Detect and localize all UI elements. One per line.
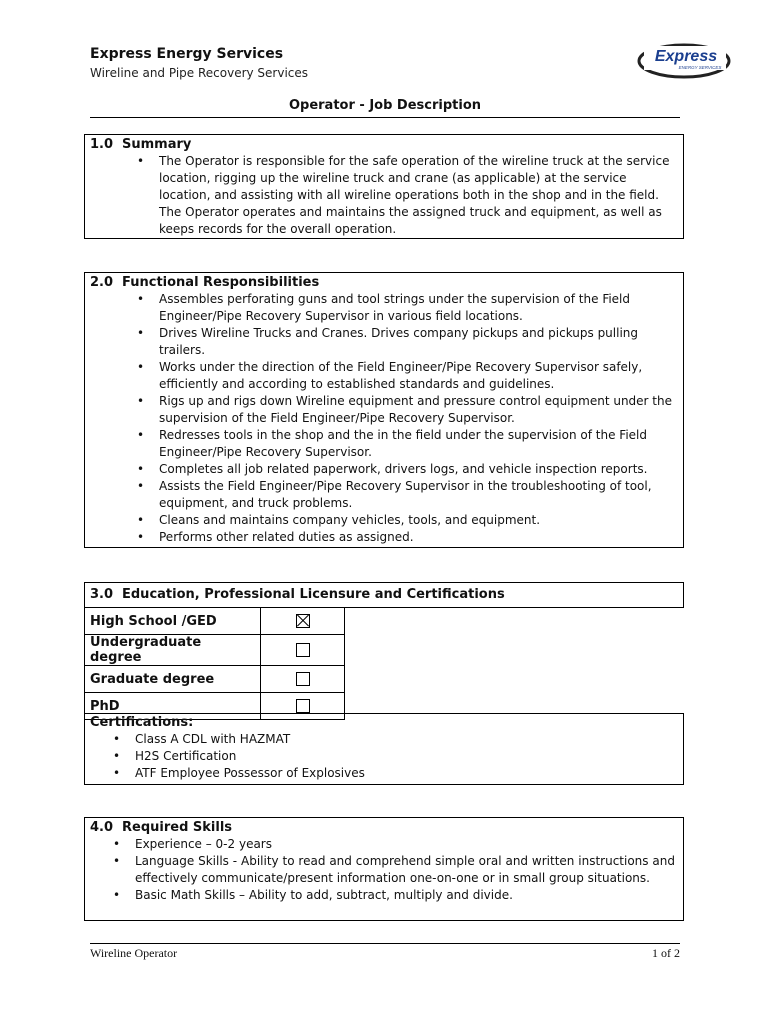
certifications-heading: Certifications:: [90, 715, 194, 730]
logo-text: Express: [654, 48, 718, 65]
list-item: • H2S Certification: [113, 749, 237, 763]
section-title: Required Skills: [122, 820, 233, 835]
express-logo: [636, 40, 732, 80]
list-item: • ATF Employee Possessor of Explosives: [113, 766, 365, 780]
division-name: Wireline and Pipe Recovery Services: [90, 66, 309, 80]
bullet-icon: •: [137, 513, 145, 527]
section-number: 1.0: [90, 137, 114, 152]
functional-list: [85, 291, 683, 546]
bullet-icon: •: [137, 360, 145, 374]
degree-label: Undergraduate degree: [85, 635, 261, 666]
footer-rule: [90, 943, 680, 944]
functional-responsibilities-section: [84, 272, 684, 548]
page-number: 1 of 2: [652, 946, 680, 960]
table-row: [85, 666, 345, 693]
list-item: • Works under the direction of the Field Engineer/Pipe Recovery Supervisor safely, efficiently and according to established standards and guidelines.: [137, 360, 643, 391]
section-title: Education, Professional Licensure and Certifications: [122, 587, 505, 602]
bullet-icon: •: [113, 888, 121, 902]
bullet-icon: •: [137, 530, 145, 544]
bullet-icon: •: [113, 732, 121, 746]
list-item: • Completes all job related paperwork, drivers logs, and vehicle inspection reports.: [137, 462, 648, 476]
section-title: Functional Responsibilities: [122, 275, 320, 290]
bullet-icon: •: [113, 854, 121, 868]
degree-checkbox-cell[interactable]: [261, 608, 345, 635]
summary-list: [85, 153, 683, 238]
checkbox-icon[interactable]: [296, 672, 310, 686]
certifications-list: [85, 731, 683, 782]
degree-checkbox-cell[interactable]: [261, 635, 345, 666]
footer-title: Wireline Operator: [90, 946, 178, 960]
education-heading: [85, 583, 683, 603]
list-item: • Experience – 0-2 years: [113, 837, 272, 851]
list-item: • Cleans and maintains company vehicles, tools, and equipment.: [137, 513, 541, 527]
degree-label: Graduate degree: [85, 666, 261, 693]
list-item: • Rigs up and rigs down Wireline equipment and pressure control equipment under the supervision of the Field Engineer/Pipe Recovery Supervisor.: [137, 394, 672, 425]
bullet-icon: •: [137, 479, 145, 493]
summary-section: [84, 134, 684, 239]
table-row: [85, 608, 345, 635]
company-name: Express Energy Services: [90, 46, 284, 62]
list-item: • Assists the Field Engineer/Pipe Recovery Supervisor in the troubleshooting of tool, equipment, and truck problems.: [137, 479, 652, 510]
education-table: [84, 607, 345, 720]
certifications-section: [84, 713, 684, 785]
table-row: [85, 635, 345, 666]
list-item: • Language Skills - Ability to read and comprehend simple oral and written instructions and effectively communicate/present information one-on-one or in small group situations.: [113, 854, 675, 885]
degree-checkbox-cell[interactable]: [261, 666, 345, 693]
logo-subtext: ENERGY SERVICES: [678, 65, 722, 70]
bullet-icon: •: [137, 428, 145, 442]
list-item: • Assembles perforating guns and tool strings under the supervision of the Field Engineer/Pipe Recovery Supervisor in various field locations.: [137, 292, 631, 323]
required-skills-section: [84, 817, 684, 921]
list-item: • Basic Math Skills – Ability to add, subtract, multiply and divide.: [113, 888, 513, 902]
bullet-icon: •: [137, 462, 145, 476]
document-title: Operator - Job Description: [288, 98, 482, 113]
functional-heading: [85, 273, 683, 291]
education-section: [84, 582, 684, 608]
skills-list: [85, 836, 683, 904]
bullet-icon: •: [113, 766, 121, 780]
section-number: 2.0: [90, 275, 114, 290]
summary-heading: [85, 135, 683, 153]
checkbox-icon[interactable]: [296, 699, 310, 713]
checked-box-icon[interactable]: [296, 614, 310, 628]
list-item: • Redresses tools in the shop and the in the field under the supervision of the Field Engineer/Pipe Recovery Supervisor.: [137, 428, 647, 459]
bullet-icon: •: [113, 837, 121, 851]
section-title: Summary: [122, 137, 192, 152]
bullet-icon: •: [137, 326, 145, 340]
header-rule: [90, 117, 680, 118]
list-item: • The Operator is responsible for the safe operation of the wireline truck at the service location, rigging up the wireline truck and crane (as applicable) at the service location, and assisting with all wireline operations both in the shop and in the field. The Operator operates and maintains the assigned truck and equipment, as well as keeps records for the overall operation.: [137, 154, 670, 236]
bullet-icon: •: [137, 292, 145, 306]
list-item: • Performs other related duties as assigned.: [137, 530, 414, 544]
list-item: • Drives Wireline Trucks and Cranes. Drives company pickups and pickups pulling trailers.: [137, 326, 639, 357]
bullet-icon: •: [137, 154, 145, 168]
bullet-icon: •: [137, 394, 145, 408]
degree-label: PhD: [85, 693, 261, 720]
list-item: • Class A CDL with HAZMAT: [113, 732, 291, 746]
bullet-icon: •: [113, 749, 121, 763]
checkbox-icon[interactable]: [296, 643, 310, 657]
skills-heading: [85, 818, 683, 836]
degree-label: High School /GED: [85, 608, 261, 635]
section-number: 3.0: [90, 587, 114, 602]
section-number: 4.0: [90, 820, 114, 835]
